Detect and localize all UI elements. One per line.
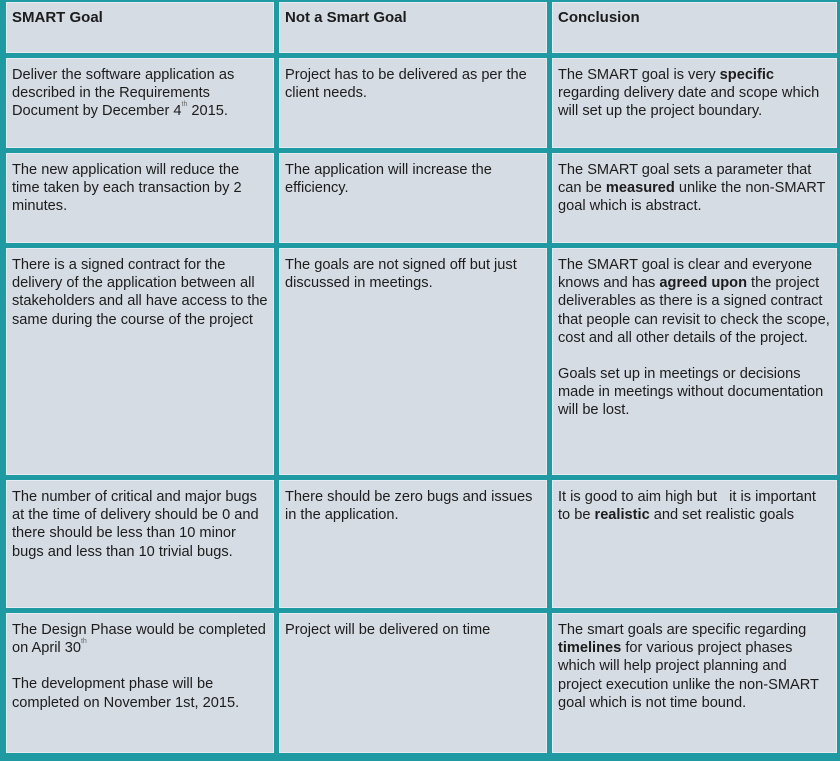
row2-conclusion: The SMART goal sets a parameter that can be measured unlike the non-SMART goal which is abstract. [552, 153, 837, 243]
row2-not-smart-goal: The application will increase the efficiency. [279, 153, 547, 243]
table-grid [4, 0, 840, 757]
row3-smart-goal: There is a signed contract for the delivery of the application between all stakeholders and all have access to the same during the course of the project [6, 248, 274, 475]
header-not-smart-goal: Not a Smart Goal [279, 2, 547, 53]
header-conclusion: Conclusion [552, 2, 837, 53]
header-smart-goal: SMART Goal [6, 2, 274, 53]
row5-smart-goal: The Design Phase would be completed on April 30th The development phase will be completed on November 1st, 2015. [6, 613, 274, 753]
row5-not-smart-goal: Project will be delivered on time [279, 613, 547, 753]
row1-conclusion: The SMART goal is very specific regarding delivery date and scope which will set up the project boundary. [552, 58, 837, 148]
row4-smart-goal: The number of critical and major bugs at the time of delivery should be 0 and there should be less than 10 minor bugs and less than 10 trivial bugs. [6, 480, 274, 608]
row4-conclusion: It is good to aim high but it is important to be realistic and set realistic goals [552, 480, 837, 608]
row3-not-smart-goal: The goals are not signed off but just discussed in meetings. [279, 248, 547, 475]
row1-smart-goal: Deliver the software application as described in the Requirements Document by December 4th 2015. [6, 58, 274, 148]
row3-conclusion: The SMART goal is clear and everyone knows and has agreed upon the project deliverables as there is a signed contract that people can revisit to check the scope, cost and all other details of the project. Goals set up in meetings or decisions made in meetings without documentation will be lost. [552, 248, 837, 475]
row5-conclusion: The smart goals are specific regarding timelines for various project phases which will help project planning and project execution unlike the non-SMART goal which is not time bound. [552, 613, 837, 753]
row4-not-smart-goal: There should be zero bugs and issues in the application. [279, 480, 547, 608]
row1-not-smart-goal: Project has to be delivered as per the client needs. [279, 58, 547, 148]
row2-smart-goal: The new application will reduce the time taken by each transaction by 2 minutes. [6, 153, 274, 243]
